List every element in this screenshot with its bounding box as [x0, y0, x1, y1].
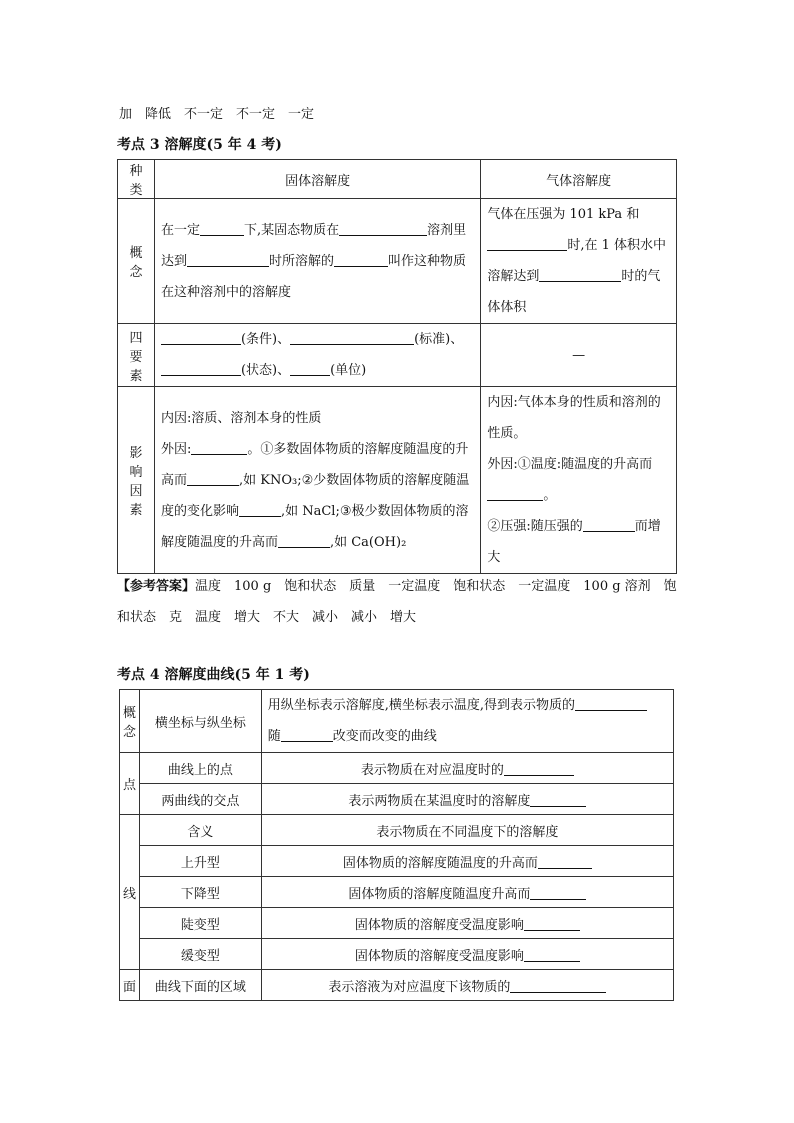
row-desc: 表示物质在不同温度下的溶解度 — [261, 815, 673, 846]
category-line: 线 — [120, 815, 140, 970]
row-item: 上升型 — [139, 846, 261, 877]
header-gas: 气体溶解度 — [481, 160, 677, 199]
blank[interactable] — [334, 252, 388, 267]
blank[interactable] — [278, 533, 330, 548]
table-row — [120, 690, 674, 753]
section3-heading: 考点 3 溶解度(5 年 4 考) — [117, 137, 282, 153]
blank[interactable] — [200, 221, 244, 236]
solubility-table — [117, 159, 677, 574]
table-row — [120, 815, 674, 846]
blank[interactable] — [187, 252, 269, 267]
solid-concept-cell: 在一定 下,某固态物质在 溶剂里达到 时所溶解的 叫作这种物质在这种溶剂中的溶解度 — [154, 199, 480, 324]
category-concept: 概念 — [120, 690, 140, 753]
row-item: 曲线上的点 — [139, 753, 261, 784]
row-desc: 用纵坐标表示溶解度,横坐标表示温度,得到表示物质的 随 改变而改变的曲线 — [261, 690, 673, 753]
blank[interactable] — [530, 885, 586, 900]
row-desc: 固体物质的溶解度随温度的升高而 — [261, 846, 673, 877]
elements-label: 四要素 — [118, 324, 155, 387]
row-desc: 表示物质在对应温度时的 — [261, 753, 673, 784]
blank[interactable] — [504, 761, 574, 776]
table-row — [120, 753, 674, 784]
blank[interactable] — [290, 361, 330, 376]
row-desc: 固体物质的溶解度受温度影响 — [261, 908, 673, 939]
factors-row — [118, 387, 677, 574]
answer-label: 【参考答案】 — [117, 579, 196, 594]
blank[interactable] — [339, 221, 427, 236]
blank[interactable] — [191, 440, 247, 455]
header-kind: 种类 — [118, 160, 155, 199]
gas-concept-cell: 气体在压强为 101 kPa 和时,在 1 体积水中溶解达到 时的气体体积 — [481, 199, 677, 324]
category-point: 点 — [120, 753, 140, 815]
row-item: 下降型 — [139, 877, 261, 908]
table-row — [120, 784, 674, 815]
row-desc: 固体物质的溶解度随温度升高而 — [261, 877, 673, 908]
solid-factors-cell: 内因:溶质、溶剂本身的性质 外因: 。①多数固体物质的溶解度随温度的升高而 ,如 KNO₃;②少数固体物质的溶解度随温度的变化影响 ,如 NaCl;③极少数固体物质的溶解度随温度的升高而 ,如 Ca(OH)₂ — [154, 387, 480, 574]
row-desc: 固体物质的溶解度受温度影响 — [261, 939, 673, 970]
elements-row — [118, 324, 677, 387]
blank[interactable] — [538, 854, 592, 869]
blank[interactable] — [487, 236, 567, 251]
blank[interactable] — [524, 916, 580, 931]
table-header-row — [118, 160, 677, 199]
blank[interactable] — [187, 471, 239, 486]
gas-factors-cell: 内因:气体本身的性质和溶剂的性质。 外因:①温度:随温度的升高而。 ②压强:随压强的 而增大 — [481, 387, 677, 574]
header-solid: 固体溶解度 — [154, 160, 480, 199]
table-row — [120, 939, 674, 970]
blank[interactable] — [539, 267, 621, 282]
solid-elements-cell: (条件)、 (标准)、(状态)、 (单位) — [154, 324, 480, 387]
answer-text: 温度 100 g 饱和状态 质量 一定温度 饱和状态 一定温度 100 g 溶剂 饱和状态 克 温度 增大 不大 减小 减小 增大 — [117, 579, 677, 625]
blank[interactable] — [290, 330, 414, 345]
row-desc: 表示溶液为对应温度下该物质的 — [261, 970, 673, 1001]
blank[interactable] — [530, 792, 586, 807]
row-item: 缓变型 — [139, 939, 261, 970]
row-item: 横坐标与纵坐标 — [139, 690, 261, 753]
concept-row — [118, 199, 677, 324]
row-item: 曲线下面的区域 — [139, 970, 261, 1001]
previous-answer-line: 加 降低 不一定 不一定 一定 — [119, 107, 315, 122]
gas-elements-cell: — — [481, 324, 677, 387]
row-desc: 表示两物质在某温度时的溶解度 — [261, 784, 673, 815]
table-row — [120, 970, 674, 1001]
table-row — [120, 877, 674, 908]
reference-answer — [117, 571, 682, 633]
factors-label: 影响因素 — [118, 387, 155, 574]
section4-heading: 考点 4 溶解度曲线(5 年 1 考) — [117, 667, 310, 683]
row-item: 两曲线的交点 — [139, 784, 261, 815]
blank[interactable] — [487, 486, 543, 501]
blank[interactable] — [239, 502, 281, 517]
category-area: 面 — [120, 970, 140, 1001]
blank[interactable] — [281, 727, 333, 742]
blank[interactable] — [583, 517, 635, 532]
row-item: 陡变型 — [139, 908, 261, 939]
blank[interactable] — [575, 696, 647, 711]
blank[interactable] — [161, 330, 241, 345]
row-item: 含义 — [139, 815, 261, 846]
concept-label: 概念 — [118, 199, 155, 324]
blank[interactable] — [161, 361, 241, 376]
solubility-curve-table — [119, 689, 674, 1001]
table-row — [120, 846, 674, 877]
blank[interactable] — [524, 947, 580, 962]
table-row — [120, 908, 674, 939]
blank[interactable] — [510, 978, 606, 993]
